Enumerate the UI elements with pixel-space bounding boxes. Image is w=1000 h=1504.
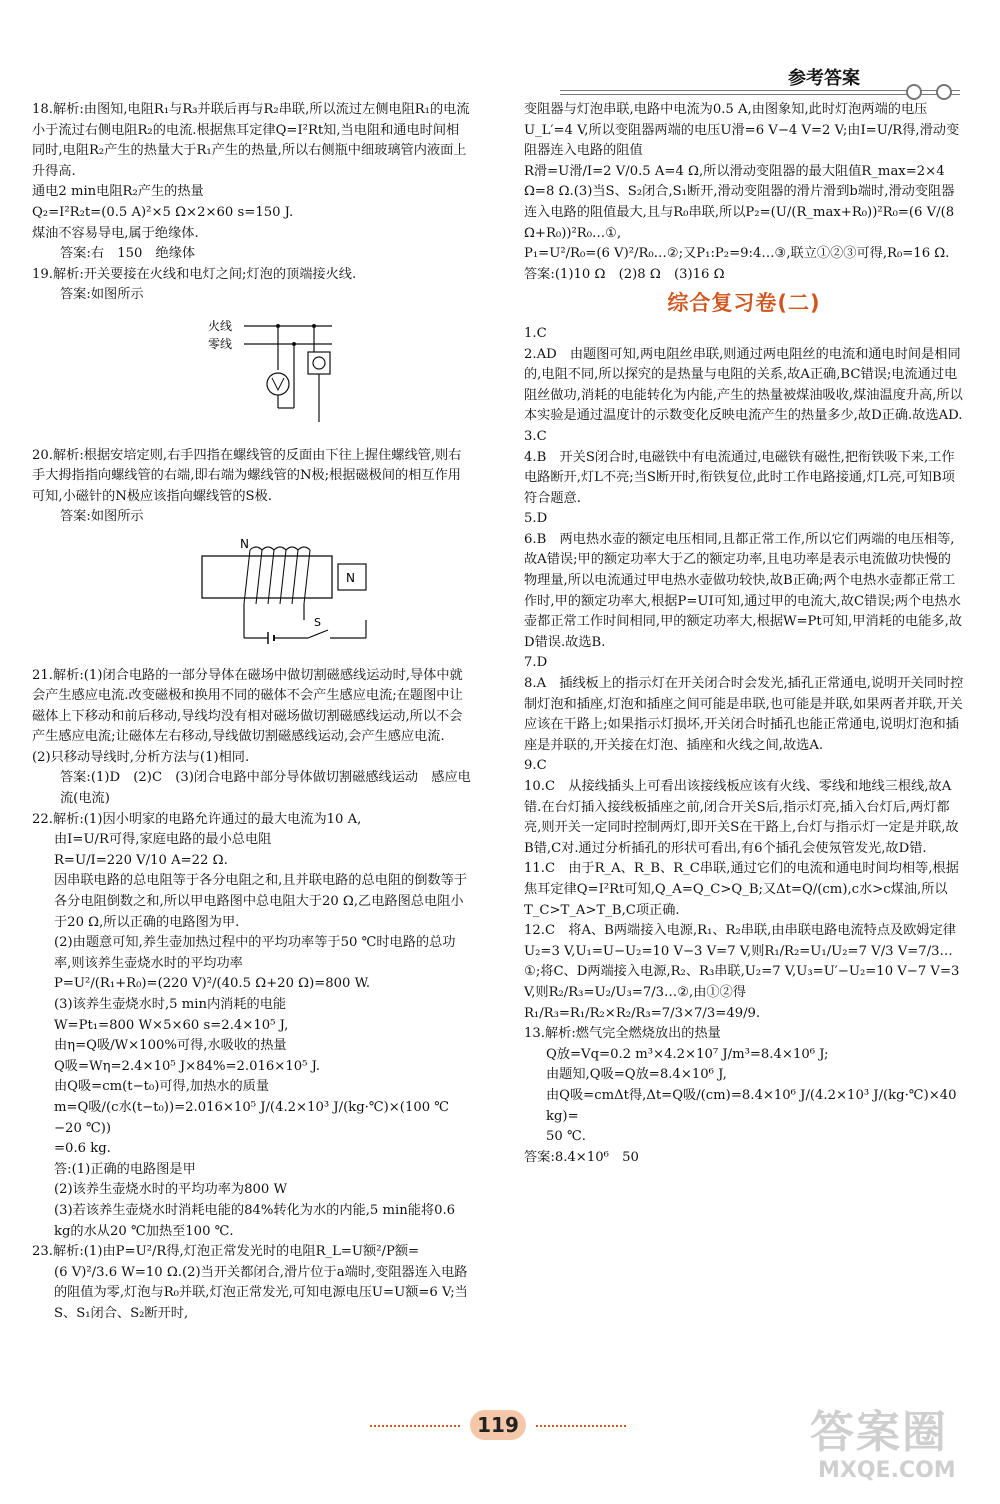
answer-22-line: 由η=Q吸/W×100%可得,水吸收的热量: [54, 1038, 287, 1054]
review-answer-13-line: 由题知,Q吸=Q放=8.4×10⁶ J,: [546, 1067, 727, 1083]
review-answer-4: 4.B 开关S闭合时,电磁铁中有电流通过,电磁铁有磁性,把衔铁吸下来,工作电路断开,灯L不亮;当S断开时,衔铁复位,此时工作电路接通,灯L亮,可知B项符合题意.: [524, 449, 955, 506]
header-title: 参考答案: [788, 68, 860, 89]
answer-22-conclusion: (2)该养生壶烧水时的平均功率为800 W: [54, 1182, 288, 1198]
header-ornament-dot: [936, 84, 952, 100]
answer-22-formula: m=Q吸/(c水(t−t₀))=2.016×10⁵ J/(4.2×10³ J/(kg·℃)×(100 ℃−20 ℃)): [54, 1099, 450, 1136]
answer-23-continued: P₁=U²/R₀=(6 V)²/R₀…②;又P₁:P₂=9:4…③,联立①②③可得,R₀=16 Ω.: [524, 246, 950, 262]
light-bulb-icon: [267, 373, 289, 395]
review-answer-5: 5.D: [524, 511, 548, 527]
review-answer-10: 10.C 从接线插头上可看出该接线板应该有火线、零线和地线三根线,故A错.在台灯插入接线板插座之前,闭合开关S后,指示灯亮,插入台灯后,两灯都亮,则开关一定同时控制两灯,即开关S在干路上,台灯与指示灯一定是并联,故B错,C对.通过分析插孔的形状可看出,有6个插孔会使氖管发光,故D错.: [524, 779, 959, 856]
answer-18-result: 答案:右 150 绝缘体: [60, 246, 196, 262]
answer-20: 20.解析:根据安培定则,右手四指在螺线管的反面由下往上握住螺线管,则右手大拇指指向螺线管的右端,即右端为螺线管的N极;根据磁极间的相互作用可知,小磁针的N极应该指向螺线管的S极.: [32, 447, 462, 504]
neutral-wire-label: 零线: [208, 336, 233, 351]
answer-23: 23.解析:(1)由P=U²/R得,灯泡正常发光时的电阻R_L=U额²/P额=: [32, 1244, 420, 1260]
solenoid-diagram: [32, 534, 472, 652]
page-header: [560, 58, 980, 98]
answer-21-result: 答案:(1)D (2)C (3)闭合电路中部分导体做切割磁感线运动 感应电流(电流): [60, 770, 471, 807]
answer-23-result: 答案:(1)10 Ω (2)8 Ω (3)16 Ω: [524, 266, 725, 282]
header-rule: [560, 90, 960, 95]
north-pole-label: N: [240, 536, 249, 551]
review-answer-13-line: 50 ℃.: [546, 1129, 586, 1145]
answer-22: 22.解析:(1)因小明家的电路允许通过的最大电流为10 A,: [32, 811, 362, 827]
answer-18-line: 通电2 min电阻R₂产生的热量: [32, 184, 204, 200]
right-column: [524, 100, 964, 1168]
household-circuit-diagram: [32, 312, 472, 432]
answer-23-continued: 变阻器与灯泡串联,电路中电流为0.5 A,由图象知,此时灯泡两端的电压U_L′=4 V,所以变阻器两端的电压U滑=6 V−4 V=2 V;由I=U/R得,滑动变阻器连入电路的阻值: [524, 102, 960, 159]
answer-19: 19.解析:开关要接在火线和电灯之间;灯泡的顶端接火线.: [32, 266, 357, 282]
answer-22-line: 因串联电路的总电阻等于各分电阻之和,且并联电路的总电阻的倒数等于各分电阻倒数之和,所以甲电路图中总电阻大于20 Ω,乙电路图总电阻小于20 Ω,所以正确的电路图为甲.: [54, 873, 468, 930]
answer-21-line: (2)只移动导线时,分析方法与(1)相同.: [32, 749, 250, 765]
review-answer-13: 13.解析:燃气完全燃烧放出的热量: [524, 1026, 721, 1042]
switch-icon: [308, 630, 328, 638]
left-column: [32, 100, 472, 1325]
watermark: [810, 1396, 980, 1496]
answer-22-formula: P=U²/(R₁+R₀)=(220 V)²/(40.5 Ω+20 Ω)=800 W.: [54, 976, 371, 992]
page-number: 119: [470, 1410, 526, 1440]
switch-icon: [308, 352, 330, 374]
section-title: 综合复习卷(二): [667, 291, 821, 316]
answer-22-formula: Q吸=Wη=2.4×10⁵ J×84%=2.016×10⁵ J.: [54, 1058, 321, 1074]
answer-22-conclusion: 答:(1)正确的电路图是甲: [54, 1161, 196, 1177]
answer-22-formula: =0.6 kg.: [54, 1141, 111, 1157]
review-answer-12: 12.C 将A、B两端接入电源,R₁、R₂串联,由串联电路电流特点及欧姆定律U₂=3 V,U₁=U−U₂=10 V−3 V=7 V,则R₁/R₂=U₁/U₂=7 V/3 V=7/3…①;将C、D两端接入电源,R₂、R₃串联,U₂=7 V,U₃=U′−U₂=10 V−7 V=3 V,则R₂/R₃=U₂/U₃=7/3…②,由①②得R₁/R₃=R₁/R₂×R₂/R₃=7/3×7/3=49/9.: [524, 923, 964, 1021]
header-ornament-dot: [906, 84, 922, 100]
answer-22-line: (3)该养生壶烧水时,5 min内消耗的电能: [54, 997, 287, 1012]
answer-23-line: (6 V)²/3.6 W=10 Ω.(2)当开关都闭合,滑片位于a端时,变阻器连入电路的阻值为零,灯泡与R₀并联,灯泡正常发光,可知电源电压U=U额=6 V;当S、S₁闭合、S₂断开时,: [54, 1264, 468, 1321]
answer-19-result: 答案:如图所示: [60, 287, 144, 303]
review-answer-2: 2.AD 由题图可知,两电阻丝串联,则通过两电阻丝的电流和通电时间是相同的,电阻不同,所以探究的是热量与电阻的关系,故A正确,BC错误;电流通过电阻丝做功,消耗的电能转化为内能,产生的热量被煤油吸收,煤油温度升高,所以本实验是通过温度计的示数变化反映电流产生的热量多少,故D正确.故选AD.: [524, 346, 963, 424]
switch-label: S: [314, 615, 321, 629]
answer-22-line: 由I=U/R可得,家庭电路的最小总电阻: [54, 832, 272, 848]
review-answer-9: 9.C: [524, 758, 547, 774]
review-answer-11: 11.C 由于R_A、R_B、R_C串联,通过它们的电流和通电时间均相等,根据焦耳定律Q=I²Rt可知,Q_A=Q_C>Q_B;又Δt=Q/(cm),c水>c煤油,所以T_C>T_A>T_B,C项正确.: [524, 861, 959, 918]
answer-22-line: 由Q吸=cm(t−t₀)可得,加热水的质量: [54, 1079, 270, 1095]
page-footer: [370, 1408, 630, 1444]
answer-18-line: 煤油不容易导电,属于绝缘体.: [32, 225, 199, 241]
answer-22-line: (2)由题意可知,养生壶加热过程中的平均功率等于50 ℃时电路的总功率,则该养生壶烧水时的平均功率: [54, 935, 456, 971]
review-answer-13-line: Q放=Vq=0.2 m³×4.2×10⁷ J/m³=8.4×10⁶ J;: [546, 1046, 829, 1062]
watermark-logo: 答案圈: [810, 1407, 948, 1458]
answer-18: 18.解析:由图知,电阻R₁与R₃并联后再与R₂串联,所以流过左侧电阻R₁的电流小于流过右侧电阻R₂的电流.根据焦耳定律Q=I²Rt知,当电阻和通电时间相同时,电阻R₂产生的热量大于R₁产生的热量,所以右侧瓶中细玻璃管内液面上升得高.: [32, 102, 470, 179]
household-circuit-figure: [32, 312, 472, 440]
footer-dotted-rule: [370, 1425, 460, 1427]
watermark-url: MXQE.COM: [818, 1458, 956, 1483]
review-answer-1: 1.C: [524, 325, 547, 341]
answer-22-formula: W=Pt₁=800 W×5×60 s=2.4×10⁵ J,: [54, 1017, 289, 1033]
needle-pole-label: N: [346, 570, 355, 585]
answer-21: 21.解析:(1)闭合电路的一部分导体在磁场中做切割磁感线运动时,导体中就会产生感应电流.改变磁极和换用不同的磁体不会产生感应电流;在题图中让磁体上下移动和前后移动,导线均没有相对磁场做切割磁感线运动,所以不会产生感应电流;让磁体左右移动,导线做切割磁感线运动,会产生感应电流.: [32, 667, 463, 745]
solenoid-core: [202, 556, 332, 598]
review-answer-6: 6.B 两电热水壶的额定电压相同,且都正常工作,所以它们两端的电压相等,故A错误;甲的额定功率大于乙的额定功率,且电功率是表示电流做功快慢的物理量,所以电流通过甲电热水壶做功较快,故B正确;两个电热水壶都正常工作时,甲的额定功率大,根据P=UI可知,通过甲的电流大,故C错误;两个电热水壶都正常工作时间相同,甲的额定功率大,根据W=Pt可知,甲消耗的电能多,故D错误.故选B.: [524, 531, 962, 650]
answer-18-formula: Q₂=I²R₂t=(0.5 A)²×5 Ω×2×60 s=150 J.: [32, 204, 294, 220]
review-answer-8: 8.A 插线板上的指示灯在开关闭合时会发光,插孔正常通电,说明开关同时控制灯泡和插座,灯泡和插座之间可能是串联,也可能是并联,如果两者并联,开关应该在干路上;如果指示灯损坏,开关闭合时插孔也能正常通电,说明灯泡和插座是并联的,开关接在灯泡、插座和火线之间,故选A.: [524, 676, 964, 753]
review-answer-13-result: 答案:8.4×10⁶ 50: [524, 1149, 639, 1165]
solenoid-figure: [32, 534, 472, 660]
review-answer-13-line: 由Q吸=cmΔt得,Δt=Q吸/(cm)=8.4×10⁶ J/(4.2×10³ J/(kg·℃)×40 kg)=: [546, 1087, 961, 1124]
footer-dotted-rule: [536, 1425, 626, 1427]
answer-23-continued: R滑=U滑/I=2 V/0.5 A=4 Ω,所以滑动变阻器的最大阻值R_max=2×4 Ω=8 Ω.(3)当S、S₂闭合,S₁断开,滑动变阻器的滑片滑到b端时,滑动变阻器连入电路的阻值最大,且与R₀串联,所以P₂=(U/(R_max+R₀))²R₀=(6 V/(8 Ω+R₀))²R₀…①,: [524, 163, 959, 241]
answer-20-result: 答案:如图所示: [60, 509, 144, 525]
answer-22-conclusion: (3)若该养生壶烧水时消耗电能的84%转化为水的内能,5 min能将0.6 kg的水从20 ℃加热至100 ℃.: [54, 1202, 460, 1239]
review-answer-7: 7.D: [524, 655, 548, 671]
fire-wire-label: 火线: [208, 318, 233, 333]
answer-22-formula: R=U/I=220 V/10 A=22 Ω.: [54, 852, 228, 868]
review-answer-3: 3.C: [524, 428, 547, 444]
